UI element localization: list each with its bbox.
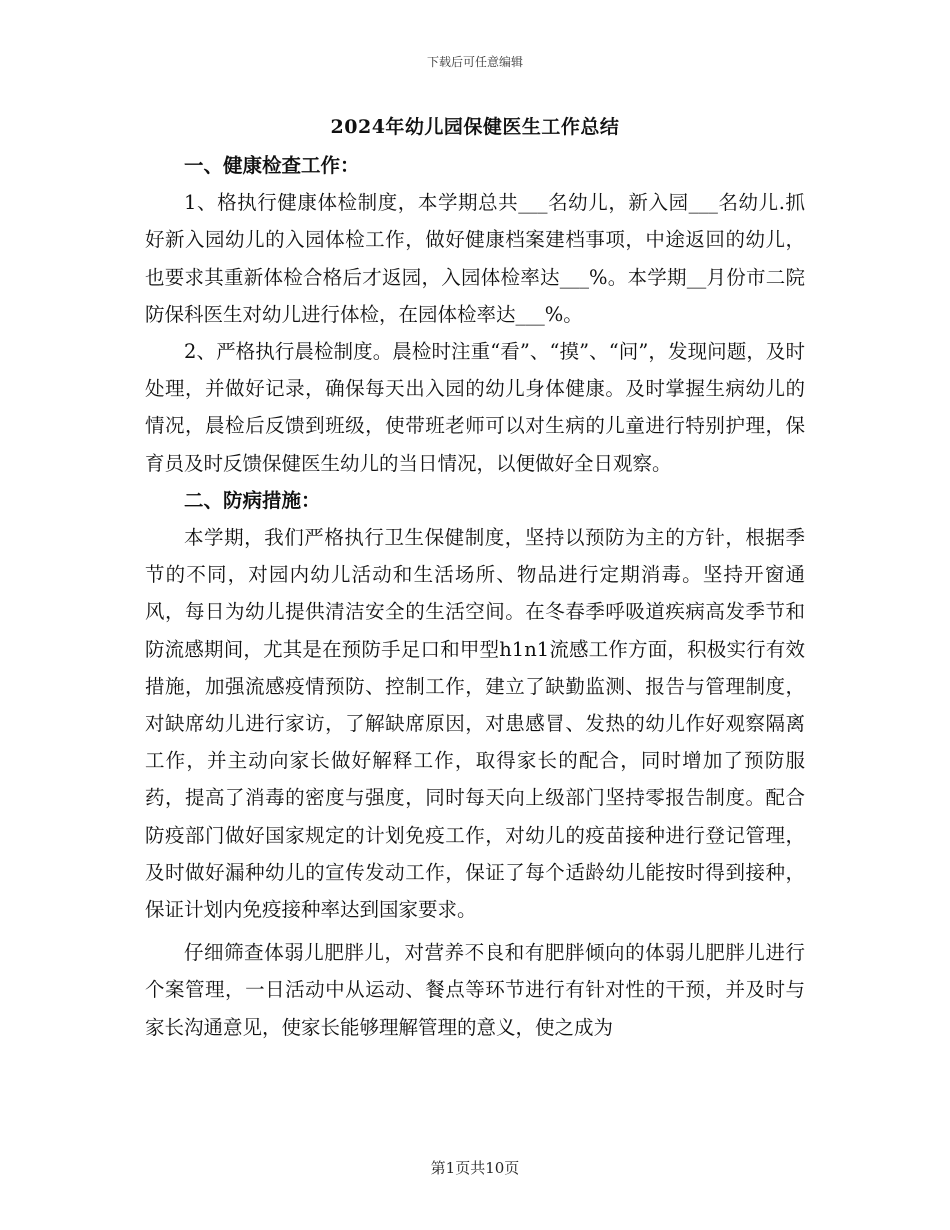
document-body	[145, 147, 805, 1046]
paragraph-health-check-2: 2、严格执行晨检制度。晨检时注重“看”、“摸”、“问”，发现问题，及时处理，并做好记录，确保每天出入园的幼儿身体健康。及时掌握生病幼儿的情况，晨检后反馈到班级，使带班老师可以对生病的儿童进行特别护理，保育员及时反馈保健医生幼儿的当日情况，以便做好全日观察。	[145, 340, 805, 475]
paragraph-prevention-2: 仔细筛查体弱儿肥胖儿，对营养不良和有肥胖倾向的体弱儿肥胖儿进行个案管理，一日活动中从运动、餐点等环节进行有针对性的干预，并及时与家长沟通意见，使家长能够理解管理的意义，使之成为	[145, 941, 805, 1039]
page-number: 第1页共10页	[430, 1159, 520, 1177]
document-title: 2024年幼儿园保健医生工作总结	[330, 116, 620, 138]
page-header-note: 下载后可任意编辑	[426, 55, 523, 69]
section-heading-prevention: 二、防病措施：	[184, 488, 321, 512]
section-heading-health-check: 一、健康检查工作：	[184, 154, 360, 177]
paragraph-prevention-1: 本学期，我们严格执行卫生保健制度，坚持以预防为主的方针，根据季节的不同，对园内幼儿活动和生活场所、物品进行定期消毒。坚持开窗通风，每日为幼儿提供清洁安全的生活空间。在冬春季呼吸道疾病高发季节和防流感期间，尤其是在预防手足口和甲型h1n1流感工作方面，积极实行有效措施，加强流感疫情预防、控制工作，建立了缺勤监测、报告与管理制度，对缺席幼儿进行家访，了解缺席原因，对患感冒、发热的幼儿作好观察隔离工作，并主动向家长做好解释工作，取得家长的配合，同时增加了预防服药，提高了消毒的密度与强度，同时每天向上级部门坚持零报告制度。配合防疫部门做好国家规定的计划免疫工作，对幼儿的疫苗接种进行登记管理，及时做好漏种幼儿的宣传发动工作，保证了每个适龄幼儿能按时得到接种，保证计划内免疫接种率达到国家要求。	[145, 526, 805, 922]
paragraph-health-check-1: 1、格执行健康体检制度，本学期总共___名幼儿，新入园___名幼儿.抓好新入园幼儿的入园体检工作，做好健康档案建档事项，中途返回的幼儿，也要求其重新体检合格后才返园，入园体检率达___%。本学期__月份市二院防保科医生对幼儿进行体检，在园体检率达___%。	[145, 191, 805, 326]
